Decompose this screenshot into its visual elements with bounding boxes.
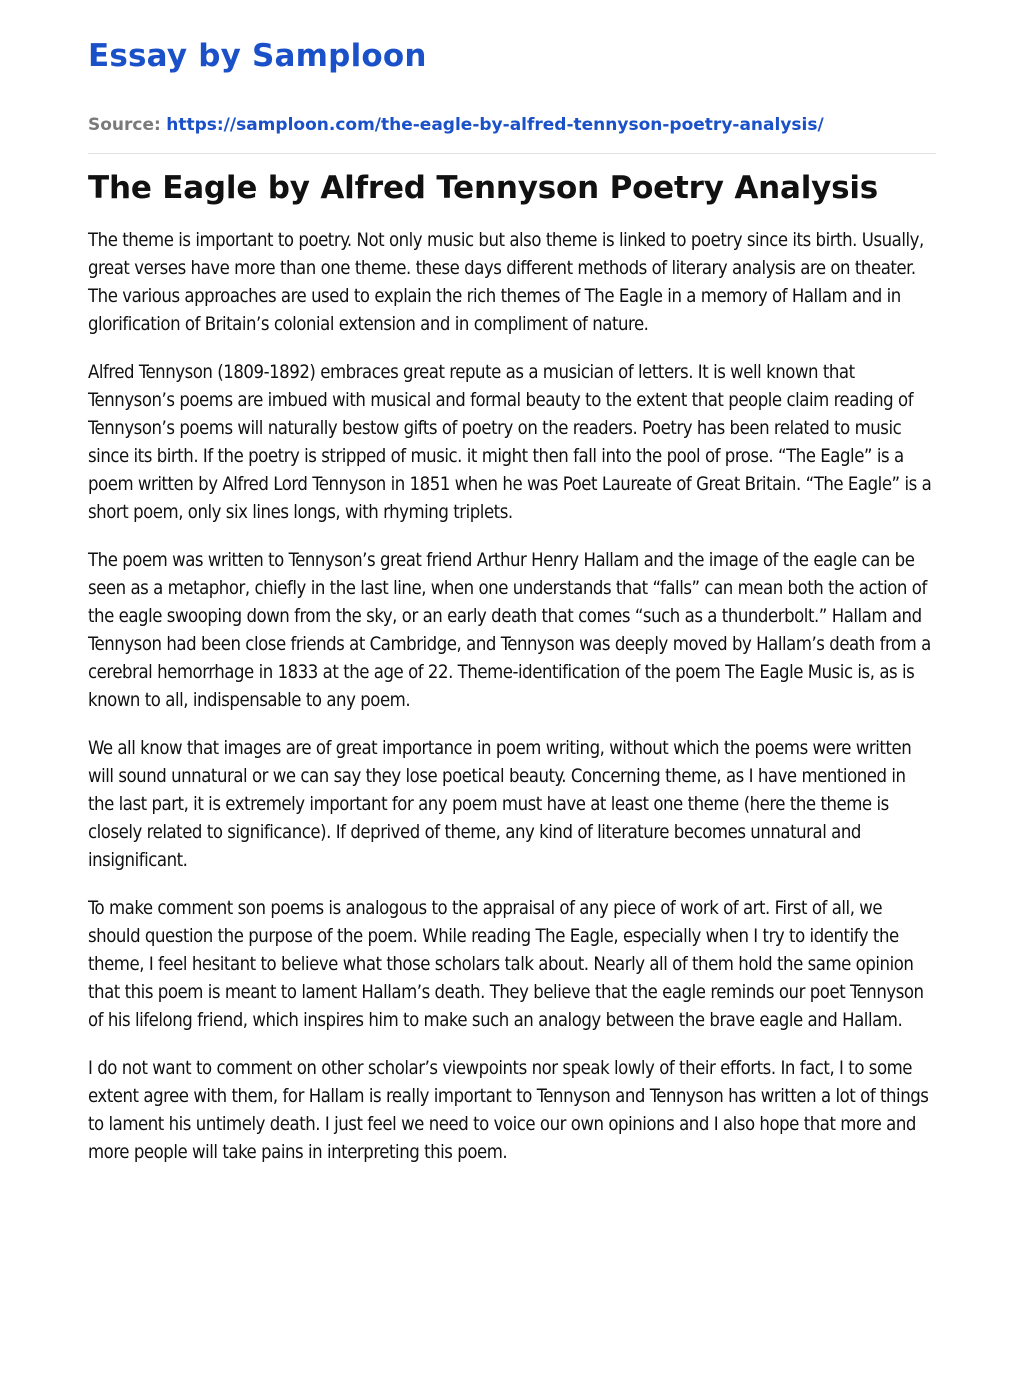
source-link[interactable]: https://samploon.com/the-eagle-by-alfred-tennyson-poetry-analysis/: [166, 115, 824, 135]
paragraph: I do not want to comment on other scholar’s viewpoints nor speak lowly of their efforts. In fact, I to some extent agree with them, for Hallam is really important to Tennyson and Tennyson has written a lot of things to lament his untimely death. I just feel we need to voice our own opinions and I also hope that more and more people will take pains in interpreting this poem.: [88, 1058, 929, 1163]
article-title: The Eagle by Alfred Tennyson Poetry Analysis: [88, 170, 879, 206]
article-body: [88, 227, 936, 1167]
source-line: [88, 114, 936, 136]
paragraph: Alfred Tennyson (1809-1892) embraces great repute as a musician of letters. It is well known that Tennyson’s poems are imbued with musical and formal beauty to the extent that people claim reading of Tennyson’s poems will naturally bestow gifts of poetry on the readers. Poetry has been related to music since its birth. If the poetry is stripped of music. it might then fall into the pool of prose. “The Eagle” is a poem written by Alfred Lord Tennyson in 1851 when he was Poet Laureate of Great Britain. “The Eagle” is a short poem, only six lines longs, with rhyming triplets.: [88, 362, 932, 523]
brand-title: Essay by Samploon: [88, 38, 427, 74]
paragraph: We all know that images are of great importance in poem writing, without which the poems were written will sound unnatural or we can say they lose poetical beauty. Concerning theme, as I have mentioned in the last part, it is extremely important for any poem must have at least one theme (here the theme is closely related to significance). If deprived of theme, any kind of literature becomes unnatural and insignificant.: [88, 738, 912, 871]
source-label: Source:: [88, 115, 161, 135]
paragraph: To make comment son poems is analogous to the appraisal of any piece of work of art. First of all, we should question the purpose of the poem. While reading The Eagle, especially when I try to identify the theme, I feel hesitant to believe what those scholars talk about. Nearly all of them hold the same opinion that this poem is meant to lament Hallam’s death. They believe that the eagle reminds our poet Tennyson of his lifelong friend, which inspires him to make such an analogy between the brave eagle and Hallam.: [88, 898, 924, 1031]
header-divider: [88, 153, 936, 154]
paragraph: The poem was written to Tennyson’s great friend Arthur Henry Hallam and the image of the eagle can be seen as a metaphor, chiefly in the last line, when one understands that “falls” can mean both the action of the eagle swooping down from the sky, or an early death that comes “such as a thunderbolt.” Hallam and Tennyson had been close friends at Cambridge, and Tennyson was deeply moved by Hallam’s death from a cerebral hemorrhage in 1833 at the age of 22. Theme-identification of the poem The Eagle Music is, as is known to all, indispensable to any poem.: [88, 550, 931, 711]
paragraph: The theme is important to poetry. Not only music but also theme is linked to poetry since its birth. Usually, great verses have more than one theme. these days different methods of literary analysis are on theater. The various approaches are used to explain the rich themes of The Eagle in a memory of Hallam and in glorification of Britain’s colonial extension and in compliment of nature.: [88, 230, 924, 335]
